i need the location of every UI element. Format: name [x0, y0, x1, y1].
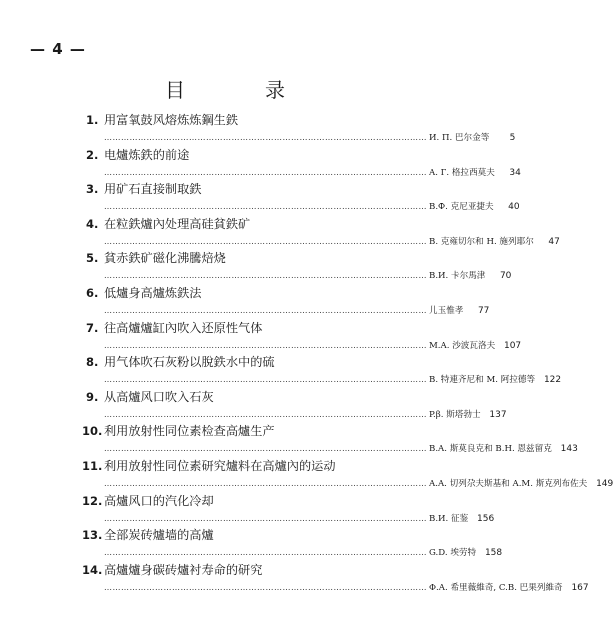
entry-author: A.A. 切列尕夫斯基和 A.M. 斯克列布佐夫 — [429, 478, 588, 489]
entry-title: 全部炭砖爐墙的高爐 — [104, 528, 214, 543]
page-number: — 4 — — [30, 40, 86, 58]
entry-title: 用气体吹石灰粉以脫鉄水中的硫 — [104, 355, 275, 370]
entry-number: 6. — [86, 285, 99, 300]
entry-author: G.D. 埃劳特 — [429, 548, 477, 559]
entry-page: 40 — [508, 202, 520, 213]
dot-leader: …………………………………………………………………………………………………… — [104, 202, 427, 212]
entry-title: 用矿石直接制取鉄 — [104, 182, 202, 197]
entry-number: 13. — [82, 528, 103, 543]
toc-entry-2 — [86, 147, 521, 183]
entry-title: 电爐炼鉄的前途 — [104, 147, 190, 162]
entry-page: 156 — [477, 513, 495, 524]
entry-author: B. 克雍切尔和 H. 施列耶尔 — [429, 236, 534, 247]
dot-leader: …………………………………………………………………………………………………… — [104, 167, 427, 177]
entry-author: B.A. 斯莫良克和 B.H. 恩兹留克 — [429, 444, 552, 455]
dot-leader: …………………………………………………………………………………………………… — [104, 271, 427, 281]
entry-title: 高爐爐身碳砖爐衬寿命的研究 — [104, 562, 263, 577]
toc-entry-8 — [86, 355, 562, 390]
entry-number: 11. — [82, 458, 103, 473]
entry-page: 70 — [499, 271, 512, 282]
page-title: 目 录 — [165, 78, 315, 102]
entry-number: 5. — [86, 251, 99, 266]
dot-leader: …………………………………………………………………………………………………… — [104, 582, 427, 592]
entry-number: 14. — [82, 562, 103, 577]
entry-page: 47 — [548, 236, 560, 247]
entry-page: 122 — [543, 375, 562, 386]
entry-number: 12. — [82, 493, 103, 508]
dot-leader: …………………………………………………………………………………………………… — [104, 548, 427, 558]
entry-author: Φ.A. 希里薇維奇, C.B. 巴果列維奇 — [429, 582, 563, 593]
toc-entry-5 — [86, 251, 512, 286]
dot-leader: …………………………………………………………………………………………………… — [104, 409, 427, 419]
entry-page: 143 — [560, 444, 578, 455]
entry-author: В.Ф. 克尼亚捷夫 — [429, 202, 494, 213]
entry-number: 2. — [86, 147, 99, 162]
entry-number: 9. — [86, 389, 99, 404]
dot-leader: …………………………………………………………………………………………………… — [104, 236, 427, 246]
toc-entry-4 — [86, 216, 560, 252]
entry-page: 137 — [489, 409, 507, 420]
dot-leader: …………………………………………………………………………………………………… — [104, 444, 427, 454]
toc-entry-9 — [86, 389, 507, 425]
entry-page: 149 — [596, 478, 613, 489]
dot-leader: …………………………………………………………………………………………………… — [104, 133, 427, 142]
entry-page: 107 — [503, 340, 522, 351]
entry-author: B.И. 卡尔馬津 — [429, 271, 486, 282]
dot-leader: …………………………………………………………………………………………………… — [104, 478, 427, 488]
entry-page: 167 — [571, 582, 589, 593]
table-of-contents — [82, 113, 613, 597]
entry-author: B. 特連齐尼和 M. 阿拉德等 — [429, 375, 536, 386]
toc-entry-3 — [86, 182, 520, 217]
entry-number: 1. — [86, 113, 99, 127]
entry-author: 儿玉惟孝 — [429, 305, 464, 316]
dot-leader: …………………………………………………………………………………………………… — [104, 305, 427, 315]
entry-title: 从高爐风口吹入石灰 — [104, 389, 214, 404]
entry-title: 往高爐爐缸內吹入还原性气体 — [104, 320, 263, 335]
entry-page: 5 — [509, 133, 516, 143]
entry-author: P.β. 斯塔勃士 — [429, 409, 481, 420]
dot-leader: …………………………………………………………………………………………………… — [104, 340, 427, 350]
entry-author: И. П. 巴尔金等 — [429, 133, 490, 143]
entry-author: M.A. 沙波瓦洛夫 — [429, 340, 496, 351]
entry-title: 低爐身高爐炼鉄法 — [104, 285, 202, 300]
toc-entry-1 — [86, 113, 516, 148]
entry-author: A. Г. 格拉西莫夫 — [429, 167, 495, 178]
entry-title: 利用放射性同位素检查高爐生产 — [104, 424, 275, 439]
entry-author: B.И. 征鉴 — [429, 513, 469, 524]
entry-number: 3. — [86, 182, 99, 197]
toc-entry-10 — [82, 424, 578, 459]
dot-leader: …………………………………………………………………………………………………… — [104, 513, 427, 523]
entry-title: 貧赤鉄矿磁化沸騰焙烧 — [104, 251, 226, 266]
entry-page: 158 — [484, 548, 503, 559]
toc-entry-11 — [82, 458, 613, 494]
dot-leader: …………………………………………………………………………………………………… — [104, 375, 427, 385]
entry-page: 34 — [509, 167, 521, 178]
toc-entry-14 — [82, 562, 589, 598]
toc-entry-7 — [86, 320, 522, 356]
entry-title: 用富氧鼓风熔炼炼鋼生鉄 — [104, 113, 239, 127]
entry-page: 77 — [477, 305, 490, 316]
entry-number: 4. — [86, 216, 99, 231]
entry-title: 高爐风口的汽化冷却 — [104, 493, 214, 508]
entry-number: 7. — [86, 320, 99, 335]
toc-entry-13 — [82, 528, 503, 563]
entry-title: 在粒鉄爐內处理高硅貧鉄矿 — [104, 216, 251, 231]
entry-number: 8. — [86, 355, 99, 370]
toc-entry-12 — [82, 493, 495, 529]
entry-title: 利用放射性同位素研究爐料在高爐內的运动 — [104, 458, 336, 473]
entry-number: 10. — [82, 424, 103, 439]
toc-entry-6 — [86, 285, 490, 321]
